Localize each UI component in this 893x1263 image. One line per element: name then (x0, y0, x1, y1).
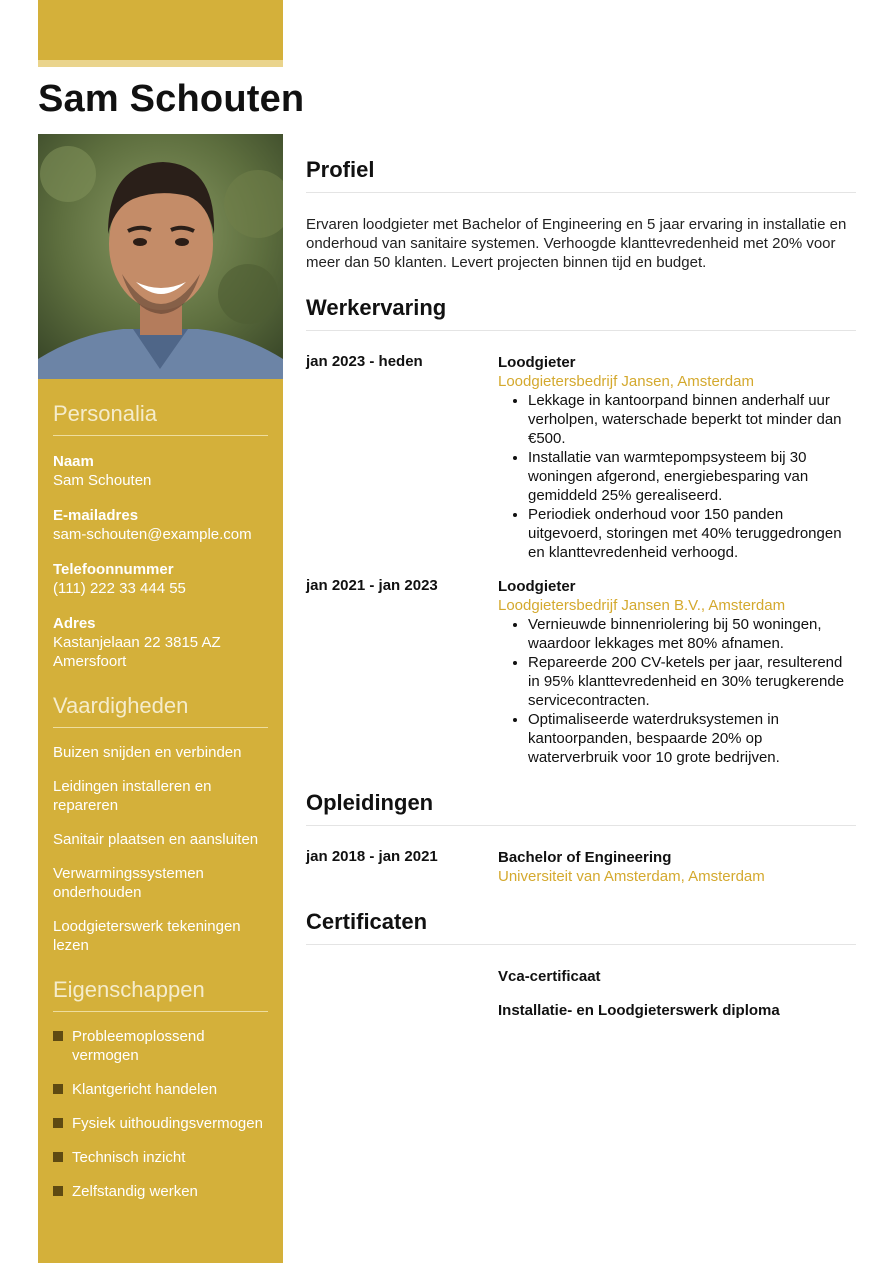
certificate-item: Installatie- en Loodgieterswerk diploma (498, 1002, 780, 1019)
trait-label: Zelfstandig werken (72, 1183, 198, 1200)
trait-label: Klantgericht handelen (72, 1081, 218, 1098)
skill-item: Loodgieterswerk tekeningen lezen (53, 918, 241, 954)
traits-heading: Eigenschappen (53, 977, 268, 1012)
certificates-heading: Certificaten (306, 909, 856, 945)
skill-item: Leidingen installeren en repareren (53, 778, 212, 814)
education-entry (306, 848, 856, 886)
trait-item (53, 1080, 268, 1099)
pi-value: (111) 222 33 444 55 (53, 580, 186, 597)
education-heading: Opleidingen (306, 790, 856, 826)
entry-bullets (498, 615, 856, 767)
entry-bullets (498, 391, 856, 562)
square-bullet-icon (53, 1118, 63, 1128)
profile-heading: Profiel (306, 157, 856, 193)
square-bullet-icon (53, 1152, 63, 1162)
pi-value: sam-schouten@example.com (53, 526, 252, 543)
pi-label: Naam (53, 453, 94, 470)
list-item: • Repareerde 200 CV-ketels per jaar, resulterend in 95% klanttevredenheid en 30% terugkerende servicecontracten. (528, 653, 856, 710)
certificate-item: Vca-certificaat (498, 968, 601, 985)
square-bullet-icon (53, 1186, 63, 1196)
header-accent-stripe (38, 60, 283, 67)
skill-item: Buizen snijden en verbinden (53, 744, 242, 761)
pi-label: E-mailadres (53, 507, 139, 524)
list-item: • Optimaliseerde waterdruksystemen in kantoorpanden, bespaarde 20% op waterverbruik voor 10 grote bedrijven. (528, 710, 856, 767)
person-photo-icon (38, 134, 283, 379)
list-item: • Installatie van warmtepompsysteem bij 30 woningen afgerond, energiebesparing van gemiddeld 25% gerealiseerd. (528, 448, 856, 505)
trait-item (53, 1114, 268, 1133)
main-content (306, 134, 856, 1020)
header-accent-bar (38, 0, 283, 60)
entry-date: jan 2018 - jan 2021 (306, 848, 438, 865)
trait-label: Probleemoplossend vermogen (72, 1028, 205, 1064)
list-item: • Vernieuwde binnenriolering bij 50 woningen, waardoor lekkages met 80% afnamen. (528, 615, 856, 653)
resume-name: Sam Schouten (38, 78, 305, 120)
trait-item (53, 1027, 268, 1065)
personalia-phone (53, 560, 268, 598)
square-bullet-icon (53, 1084, 63, 1094)
list-item: • Lekkage in kantoorpand binnen anderhalf uur verholpen, waterschade beperkt tot minder dan €500. (528, 391, 856, 448)
entry-body (498, 577, 856, 767)
entry-date: jan 2021 - jan 2023 (306, 577, 438, 594)
skill-item: Sanitair plaatsen en aansluiten (53, 831, 259, 848)
pi-label: Adres (53, 615, 96, 632)
entry-title: Bachelor of Engineering (498, 849, 672, 866)
entry-date: jan 2023 - heden (306, 353, 423, 370)
personalia-address (53, 614, 268, 671)
entry-organization: Loodgietersbedrijf Jansen B.V., Amsterdam (498, 597, 786, 614)
entry-organization: Loodgietersbedrijf Jansen, Amsterdam (498, 373, 754, 390)
experience-heading: Werkervaring (306, 295, 856, 331)
pi-label: Telefoonnummer (53, 561, 174, 578)
trait-item (53, 1148, 268, 1167)
profile-text: Ervaren loodgieter met Bachelor of Engineering en 5 jaar ervaring in installatie en onderhoud van sanitaire systemen. Verhoogde klanttevredenheid met 20% voor meer dan 50 klanten. Levert projecten binnen tijd en budget. (306, 216, 847, 271)
profile-photo (38, 134, 283, 379)
experience-entry (306, 353, 856, 562)
personalia-heading: Personalia (53, 401, 268, 436)
entry-organization: Universiteit van Amsterdam, Amsterdam (498, 868, 765, 885)
skills-heading: Vaardigheden (53, 693, 268, 728)
experience-entry (306, 577, 856, 767)
skill-item: Verwarmingssystemen onderhouden (53, 865, 204, 901)
list-item: • Periodiek onderhoud voor 150 panden uitgevoerd, storingen met 40% teruggedrongen en klanttevredenheid verhoogd. (528, 505, 856, 562)
personalia-email (53, 506, 268, 544)
pi-value: Sam Schouten (53, 472, 152, 489)
trait-item (53, 1182, 268, 1201)
entry-title: Loodgieter (498, 578, 576, 595)
personalia-name (53, 452, 268, 490)
pi-value: Kastanjelaan 22 3815 AZ Amersfoort (53, 634, 221, 670)
experience-section (306, 295, 856, 767)
education-section (306, 790, 856, 886)
sidebar (38, 134, 283, 1263)
certificates-section (306, 909, 856, 1020)
profile-section (306, 157, 856, 272)
entry-body (498, 848, 856, 886)
sidebar-content (53, 379, 268, 1201)
entry-title: Loodgieter (498, 354, 576, 371)
entry-body (498, 353, 856, 562)
trait-label: Technisch inzicht (72, 1149, 186, 1166)
trait-label: Fysiek uithoudingsvermogen (72, 1115, 263, 1132)
square-bullet-icon (53, 1031, 63, 1041)
